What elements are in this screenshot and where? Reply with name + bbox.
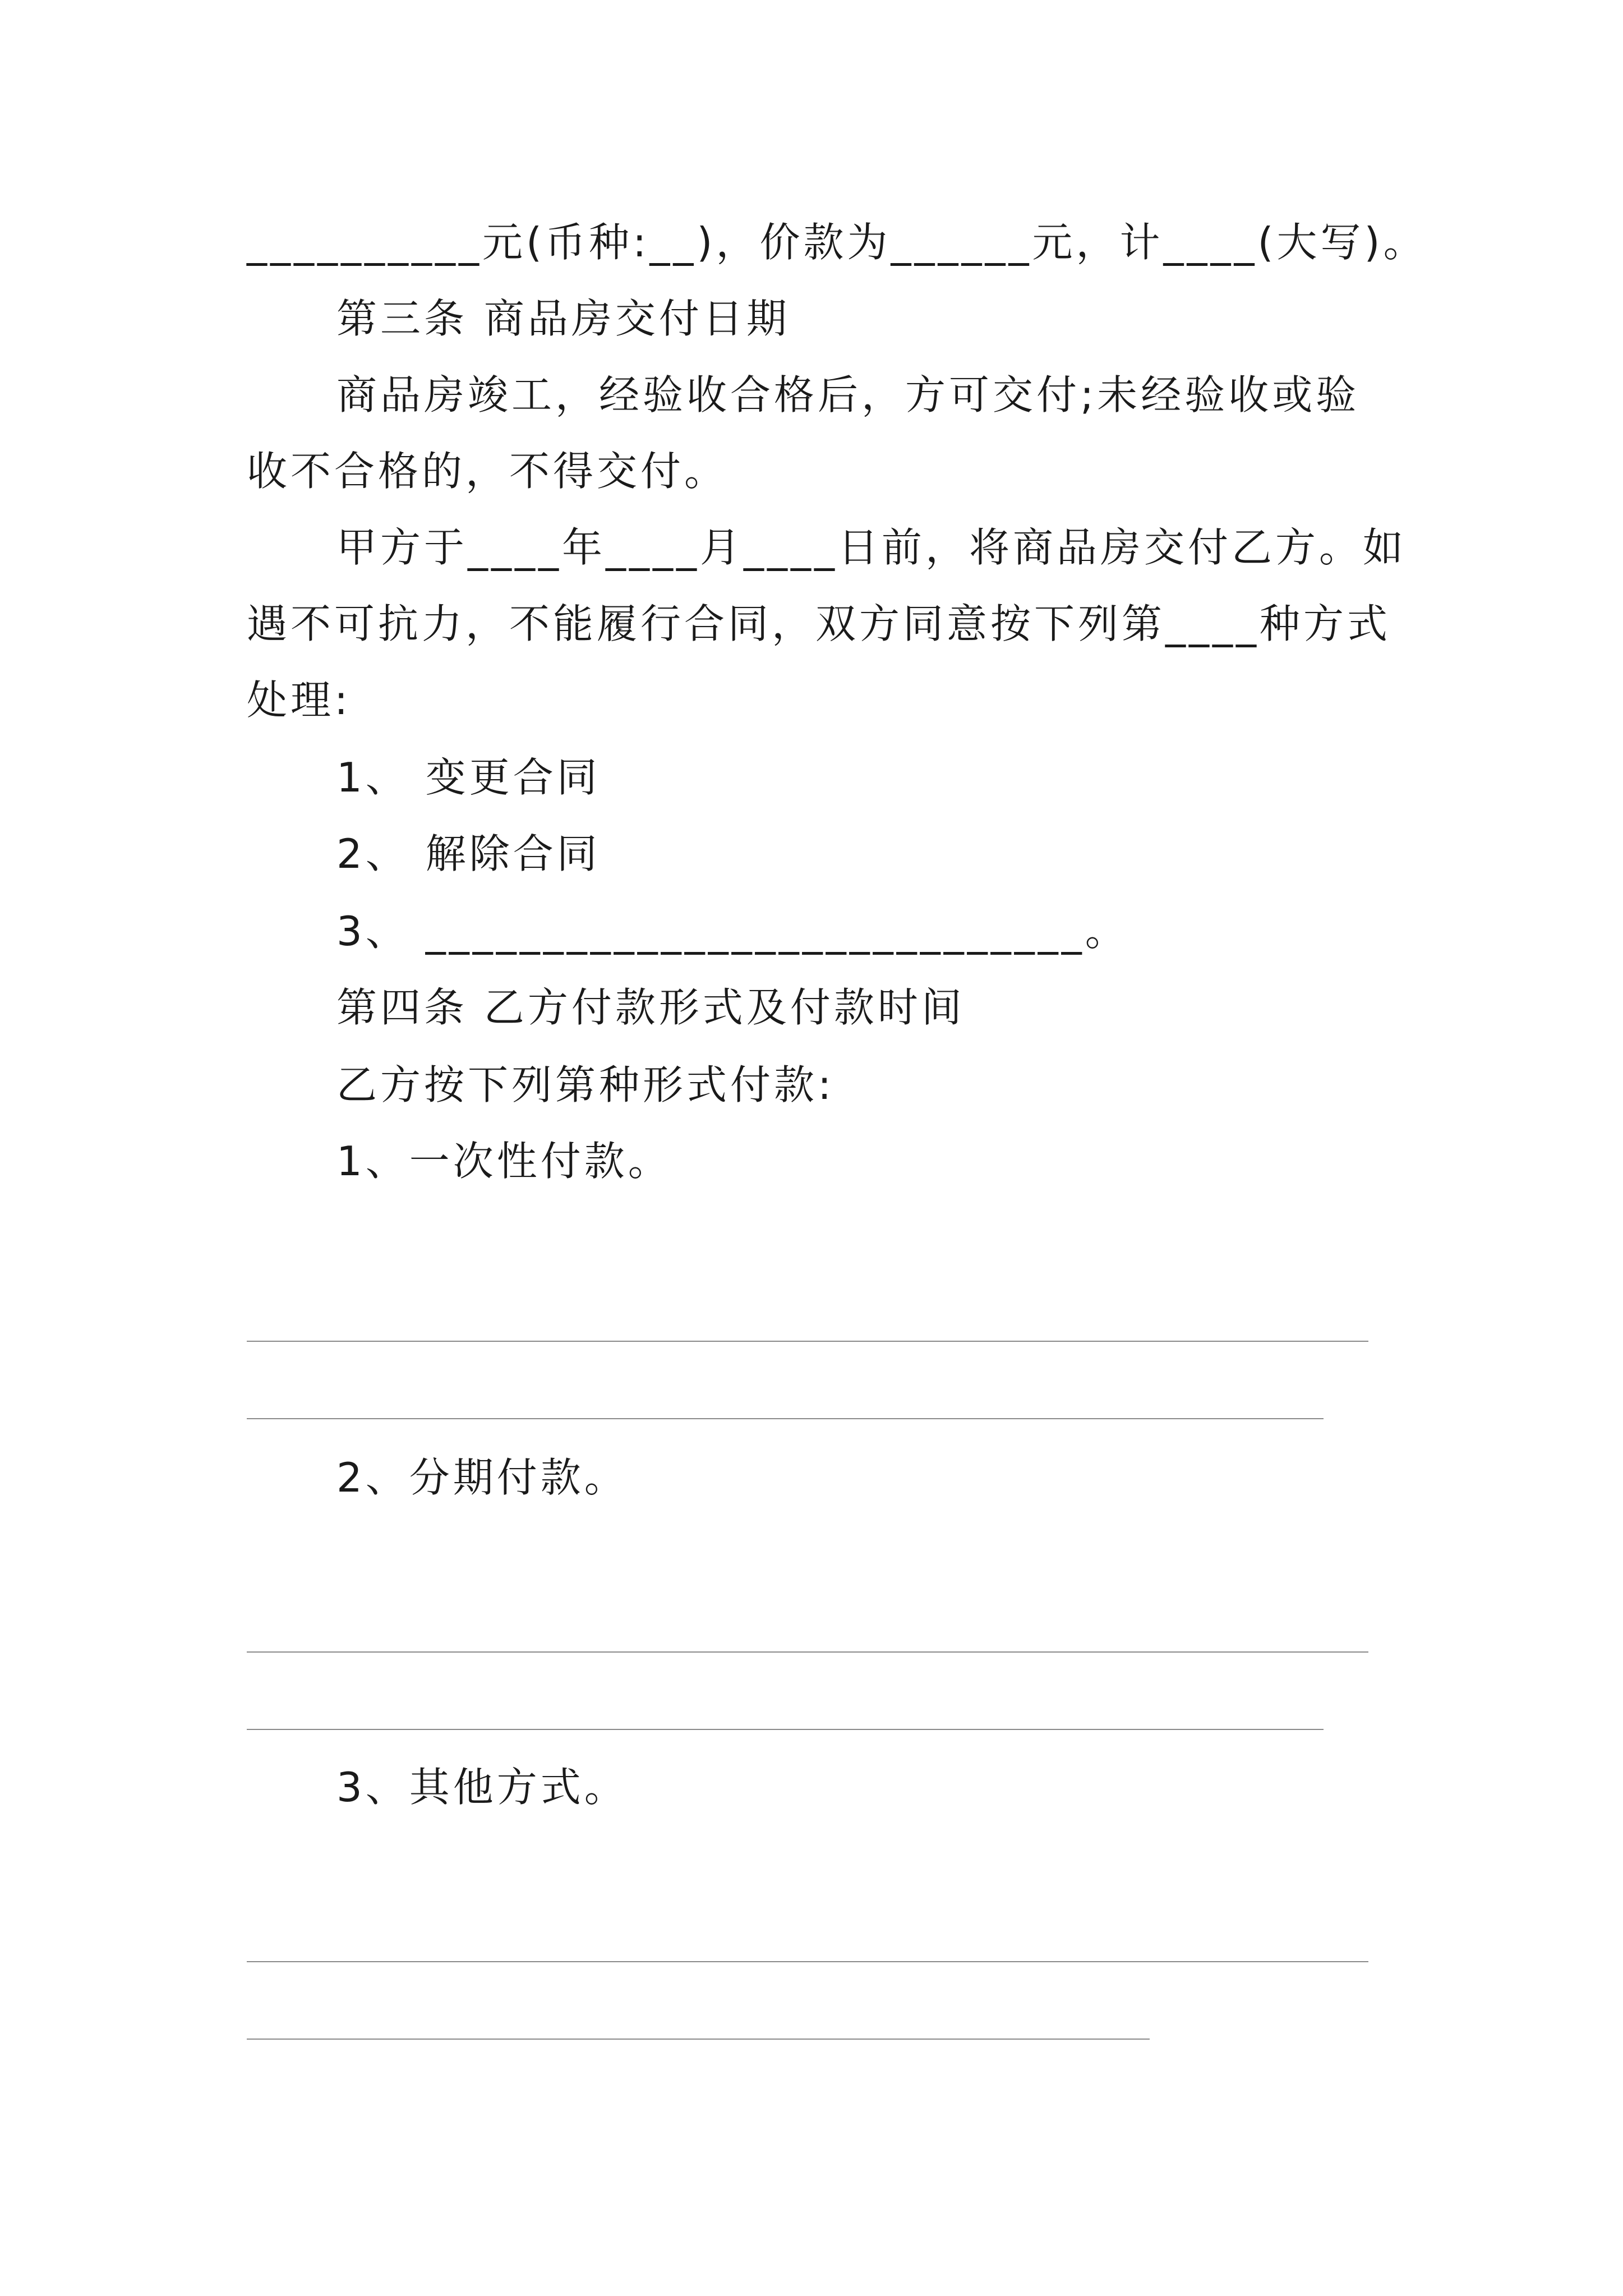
list-item: 1、 变更合同 [336,754,601,801]
fill-in-rule [247,1418,1324,1419]
paragraph-line: 收不合格的，不得交付。 [247,448,728,495]
article-3-heading: 第三条 商品房交付日期 [336,295,790,342]
fill-in-rule [247,1651,1368,1653]
paragraph-line: 商品房竣工，经验收合格后，方可交付;未经验收或验 [336,371,1360,418]
list-item: 3、其他方式。 [336,1764,628,1811]
fill-in-rule [247,1961,1368,1962]
fill-in-rule [247,1729,1324,1730]
paragraph-line: 甲方于____年____月____日前，将商品房交付乙方。如 [336,524,1407,571]
article-4-heading: 第四条 乙方付款形式及付款时间 [336,984,965,1031]
paragraph-line: 遇不可抗力，不能履行合同，双方同意按下列第____种方式 [247,600,1391,647]
list-item: 2、分期付款。 [336,1454,628,1501]
list-item: 2、 解除合同 [336,830,601,877]
paragraph-line: 乙方按下列第种形式付款: [336,1061,835,1108]
paragraph-line: 处理: [247,677,352,724]
fill-in-rule [247,2039,1150,2040]
list-item: 3、 ____________________________。 [336,908,1129,955]
list-item: 1、一次性付款。 [336,1138,672,1185]
fill-in-rule [247,1341,1368,1342]
price-line: __________元(币种:__)，价款为______元，计____(大写)。 [247,219,1427,266]
